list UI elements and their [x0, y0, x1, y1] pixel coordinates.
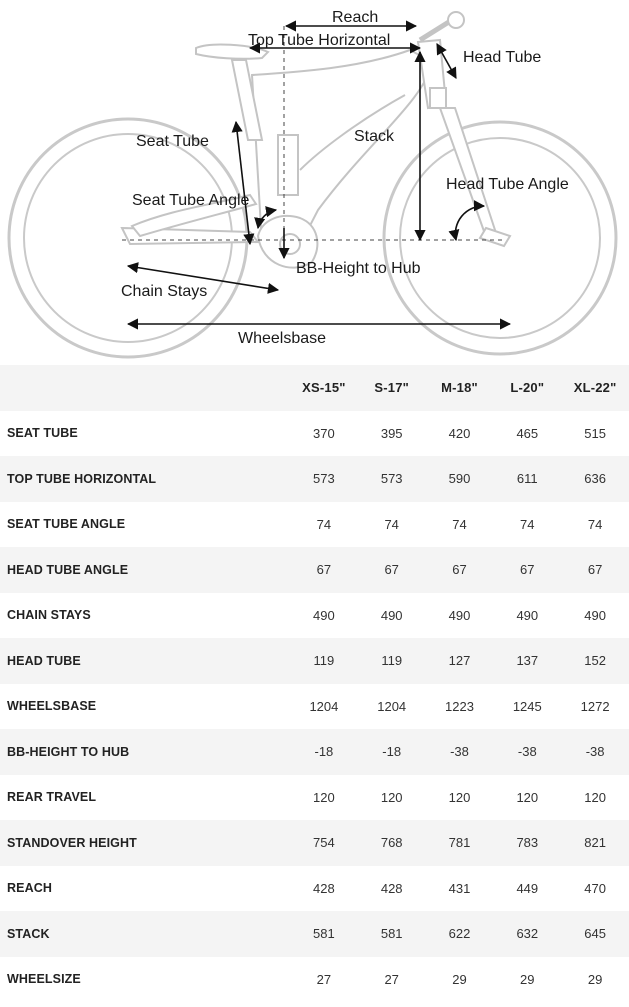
size-header: S-17"	[358, 365, 426, 411]
table-cell: 490	[290, 593, 358, 639]
table-cell: 29	[493, 957, 561, 1003]
geometry-table	[0, 365, 629, 1002]
table-cell: 127	[426, 638, 494, 684]
table-cell: 515	[561, 411, 629, 457]
table-cell: 27	[358, 957, 426, 1003]
table-cell: 120	[561, 775, 629, 821]
table-cell: 67	[290, 547, 358, 593]
label-reach: Reach	[332, 9, 379, 26]
label-wheelsbase: Wheelsbase	[238, 330, 327, 347]
table-cell: -18	[358, 729, 426, 775]
table-cell: 465	[493, 411, 561, 457]
label-seat-tube-angle: Seat Tube Angle	[132, 192, 250, 209]
table-cell: 74	[290, 502, 358, 548]
table-cell: 622	[426, 911, 494, 957]
table-row	[0, 456, 629, 502]
row-label: BB-HEIGHT TO HUB	[0, 729, 290, 775]
size-header: L-20"	[493, 365, 561, 411]
table-cell: 490	[358, 593, 426, 639]
table-cell: 754	[290, 820, 358, 866]
table-cell: 581	[290, 911, 358, 957]
table-cell: 573	[358, 456, 426, 502]
label-seat-tube: Seat Tube	[136, 133, 209, 150]
row-label: SEAT TUBE	[0, 411, 290, 457]
table-cell: 428	[358, 866, 426, 912]
row-label: TOP TUBE HORIZONTAL	[0, 456, 290, 502]
table-cell: 581	[358, 911, 426, 957]
table-cell: 137	[493, 638, 561, 684]
table-cell: 120	[426, 775, 494, 821]
table-cell: 632	[493, 911, 561, 957]
table-cell: 1223	[426, 684, 494, 730]
label-bb-height-to-hub: BB-Height to Hub	[296, 260, 421, 277]
table-body	[0, 411, 629, 1003]
table-cell: 67	[493, 547, 561, 593]
table-cell: 768	[358, 820, 426, 866]
label-chain-stays: Chain Stays	[121, 283, 208, 300]
table-cell: 27	[290, 957, 358, 1003]
table-cell: -38	[493, 729, 561, 775]
table-cell: 470	[561, 866, 629, 912]
table-cell: -18	[290, 729, 358, 775]
table-cell: 781	[426, 820, 494, 866]
table-cell: 120	[493, 775, 561, 821]
row-label: WHEELSIZE	[0, 957, 290, 1003]
row-label: CHAIN STAYS	[0, 593, 290, 639]
bike-geometry-diagram	[0, 0, 629, 365]
header-blank	[0, 365, 290, 411]
table-cell: 428	[290, 866, 358, 912]
table-cell: 490	[426, 593, 494, 639]
row-label: WHEELSBASE	[0, 684, 290, 730]
table-cell: 611	[493, 456, 561, 502]
table-cell: 1272	[561, 684, 629, 730]
table-row	[0, 775, 629, 821]
table-cell: 120	[290, 775, 358, 821]
table-cell: 152	[561, 638, 629, 684]
table-cell: 29	[561, 957, 629, 1003]
table-row	[0, 547, 629, 593]
table-cell: 119	[290, 638, 358, 684]
table-cell: 420	[426, 411, 494, 457]
table-cell: 74	[493, 502, 561, 548]
row-label: REAR TRAVEL	[0, 775, 290, 821]
table-row	[0, 502, 629, 548]
table-cell: 67	[561, 547, 629, 593]
table-row	[0, 411, 629, 457]
table-cell: 490	[561, 593, 629, 639]
table-cell: 636	[561, 456, 629, 502]
table-header-row	[0, 365, 629, 411]
row-label: HEAD TUBE	[0, 638, 290, 684]
size-header: M-18"	[426, 365, 494, 411]
row-label: REACH	[0, 866, 290, 912]
table-cell: 431	[426, 866, 494, 912]
table-row	[0, 638, 629, 684]
table-cell: 449	[493, 866, 561, 912]
table-cell: 590	[426, 456, 494, 502]
table-cell: 1245	[493, 684, 561, 730]
table-cell: 490	[493, 593, 561, 639]
table-cell: 29	[426, 957, 494, 1003]
row-label: HEAD TUBE ANGLE	[0, 547, 290, 593]
table-cell: -38	[426, 729, 494, 775]
table-cell: 783	[493, 820, 561, 866]
table-row	[0, 911, 629, 957]
table-cell: 1204	[290, 684, 358, 730]
table-cell: 67	[358, 547, 426, 593]
size-header: XS-15"	[290, 365, 358, 411]
table-cell: -38	[561, 729, 629, 775]
table-cell: 395	[358, 411, 426, 457]
row-label: SEAT TUBE ANGLE	[0, 502, 290, 548]
table-cell: 370	[290, 411, 358, 457]
table-cell: 74	[358, 502, 426, 548]
label-head-tube: Head Tube	[463, 49, 542, 66]
table-row	[0, 957, 629, 1003]
row-label: STANDOVER HEIGHT	[0, 820, 290, 866]
row-label: STACK	[0, 911, 290, 957]
table-cell: 74	[561, 502, 629, 548]
table-row	[0, 684, 629, 730]
table-cell: 120	[358, 775, 426, 821]
table-row	[0, 593, 629, 639]
label-stack: Stack	[354, 128, 395, 145]
table-cell: 821	[561, 820, 629, 866]
table-row	[0, 866, 629, 912]
label-top-tube-horizontal: Top Tube Horizontal	[248, 32, 391, 49]
table-cell: 1204	[358, 684, 426, 730]
table-row	[0, 820, 629, 866]
table-cell: 119	[358, 638, 426, 684]
table-cell: 645	[561, 911, 629, 957]
table-cell: 67	[426, 547, 494, 593]
table-cell: 74	[426, 502, 494, 548]
table-row	[0, 729, 629, 775]
table-cell: 573	[290, 456, 358, 502]
size-header: XL-22"	[561, 365, 629, 411]
label-head-tube-angle: Head Tube Angle	[446, 176, 569, 193]
